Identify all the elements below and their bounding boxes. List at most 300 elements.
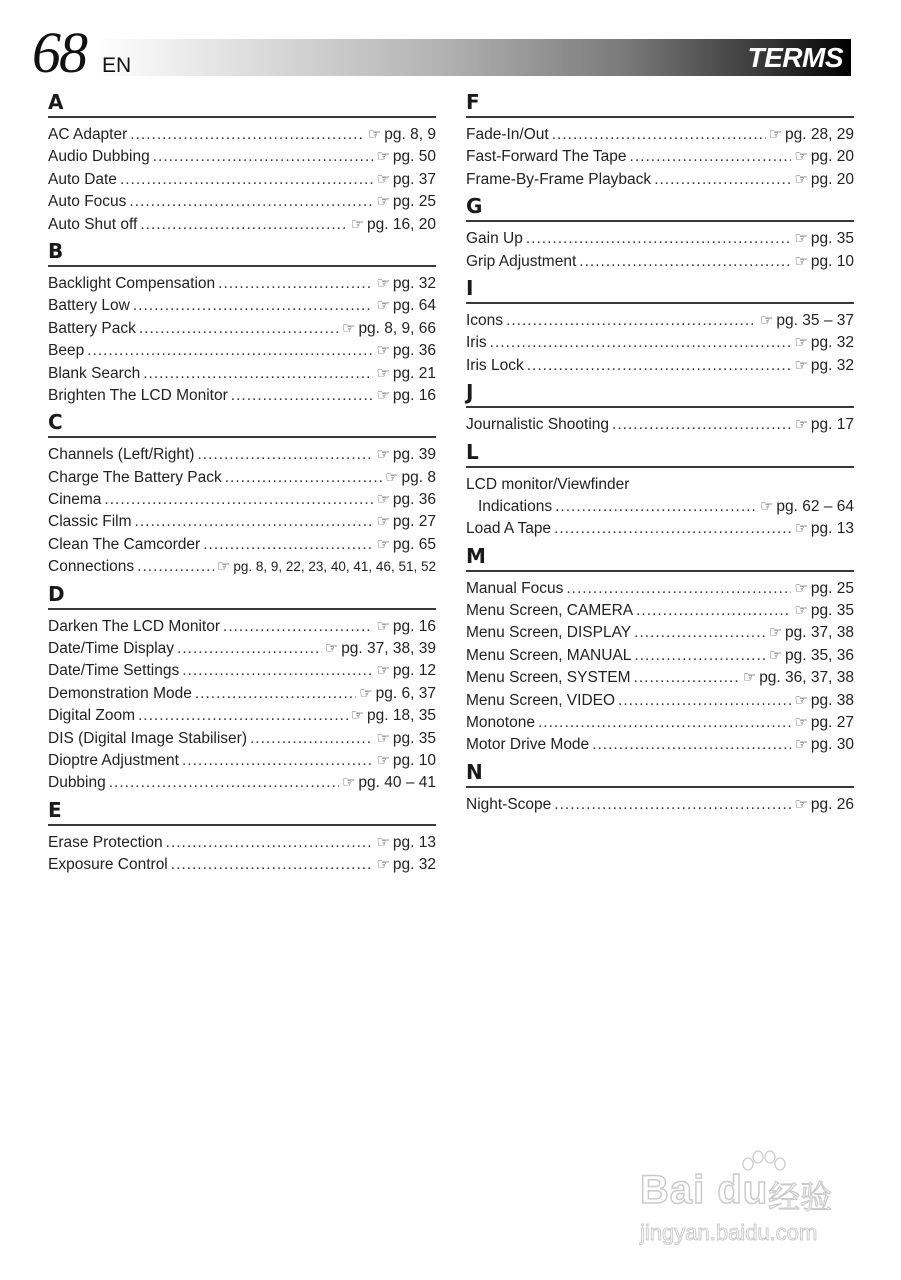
pointing-hand-icon: ☞ [376,148,390,166]
section-letter: E [48,796,436,826]
index-entry [48,660,436,682]
dot-leader [135,511,374,533]
entry-term: Monotone [466,714,535,732]
dot-leader [231,385,374,407]
pointing-hand-icon: ☞ [376,513,390,531]
index-entry [48,750,436,772]
index-entry [48,638,436,660]
index-entry [466,169,854,191]
page-numbers: pg. 39 [392,446,436,464]
page-reference [342,772,436,794]
page-numbers: pg. 17 [810,416,854,434]
page-reference [376,616,436,638]
page-reference [376,273,436,295]
page-reference [760,496,854,518]
page-numbers: pg. 16 [392,617,436,635]
dot-leader [250,728,373,750]
index-entry [466,690,854,712]
page-numbers: pg. 10 [392,751,436,769]
index-entry [466,645,854,667]
page-numbers: pg. 64 [392,297,436,315]
page-numbers: pg. 36 [392,491,436,509]
pointing-hand-icon: ☞ [350,215,365,233]
index-entry [466,518,854,540]
entry-term: Date/Time Settings [48,662,180,680]
index-entry [48,854,436,876]
pointing-hand-icon: ☞ [376,856,390,874]
entry-term: LCD monitor/Viewfinder [466,475,630,493]
dot-leader [579,251,791,273]
page-numbers: pg. 32 [392,274,436,292]
page-numbers: pg. 26 [810,795,854,813]
index-entry [48,728,436,750]
index-entry [48,340,436,362]
dot-leader [223,616,373,638]
pointing-hand-icon: ☞ [376,193,390,211]
index-entry [48,191,436,213]
entry-term: Darken The LCD Monitor [48,617,221,635]
index-entry [48,146,436,168]
dot-leader [490,332,792,354]
page-numbers: pg. 35 [810,230,854,248]
page-reference [760,310,854,332]
index-entry [466,251,854,273]
entry-term: Erase Protection [48,833,163,851]
entry-term: Backlight Compensation [48,274,216,292]
pointing-hand-icon: ☞ [376,446,390,464]
index-entry [48,489,436,511]
entry-term: Icons [466,311,504,329]
index-entry [466,712,854,734]
dot-leader [203,534,373,556]
page-reference [769,645,854,667]
dot-leader [555,496,757,518]
index-entry [48,295,436,317]
page-numbers: pg. 35 [810,602,854,620]
section-letter: L [466,438,854,468]
entry-term: Connections [48,558,135,576]
dot-leader [554,518,791,540]
index-entry [466,496,854,518]
pointing-hand-icon: ☞ [376,662,390,680]
index-entry [48,467,436,489]
dot-leader [630,146,792,168]
index-entry [48,273,436,295]
dot-leader [137,556,214,578]
pointing-hand-icon: ☞ [341,319,356,337]
dot-leader [140,214,347,236]
dot-leader [634,622,765,644]
index-entry [48,556,436,578]
page-reference [794,518,854,540]
index-entry [466,355,854,377]
page-reference [325,638,436,660]
entry-term: Menu Screen, CAMERA [466,602,634,620]
dot-leader [654,169,791,191]
pointing-hand-icon: ☞ [359,684,373,702]
dot-leader [612,414,791,436]
dot-leader [130,124,365,146]
index-entry [466,734,854,756]
page-numbers: pg. 30 [810,736,854,754]
index-entry [466,794,854,816]
entry-term: DIS (Digital Image Stabiliser) [48,729,247,747]
section-letter: A [48,88,436,118]
pointing-hand-icon: ☞ [768,126,783,143]
index-section-l [466,438,854,541]
index-entry [48,683,436,705]
page-numbers: pg. 16 [392,386,436,404]
page-reference [376,385,436,407]
page-reference [376,191,436,213]
page-numbers: pg. 13 [392,833,436,851]
entry-term: Dubbing [48,774,106,792]
page-numbers: pg. 32 [810,334,854,352]
pointing-hand-icon: ☞ [794,736,808,754]
dot-leader [171,854,374,876]
page-numbers: pg. 35 – 37 [776,311,854,329]
pointing-hand-icon: ☞ [794,334,808,352]
section-title: TERMS [747,42,843,73]
page-reference [351,214,436,236]
index-entry [466,414,854,436]
section-letter: D [48,580,436,610]
pointing-hand-icon: ☞ [759,311,774,329]
page-reference [769,622,854,644]
entry-term: Fast-Forward The Tape [466,148,627,166]
page-reference [794,690,854,712]
page-numbers: pg. 50 [392,148,436,166]
entry-term: Classic Film [48,513,132,531]
entry-term: Menu Screen, SYSTEM [466,669,631,687]
page-numbers: pg. 16, 20 [367,215,436,233]
index-section-n [466,758,854,816]
dot-leader [143,363,373,385]
dot-leader [218,273,373,295]
index-entry [466,228,854,250]
pointing-hand-icon: ☞ [794,602,808,620]
pointing-hand-icon: ☞ [376,729,390,747]
pointing-hand-icon: ☞ [759,497,774,515]
page-reference [794,734,854,756]
page-numbers: pg. 8, 9, 66 [358,319,436,337]
page-reference [769,124,854,146]
pointing-hand-icon: ☞ [376,297,390,315]
page-reference [376,340,436,362]
index-section-b [48,237,436,407]
page-reference [794,600,854,622]
index-section-g [466,192,854,273]
dot-leader [592,734,791,756]
entry-term: Auto Shut off [48,215,138,233]
index-entry [48,214,436,236]
pointing-hand-icon: ☞ [794,714,808,732]
entry-term: Battery Pack [48,319,136,337]
pointing-hand-icon: ☞ [794,170,808,188]
dot-leader [139,318,339,340]
pointing-hand-icon: ☞ [794,579,808,597]
page-numbers: pg. 20 [810,148,854,166]
page-numbers: pg. 35 [392,729,436,747]
page-numbers: pg. 37 [392,170,436,188]
page-reference [794,794,854,816]
entry-term: Beep [48,342,85,360]
dot-leader [133,295,374,317]
page-reference [794,146,854,168]
entry-term: Digital Zoom [48,707,135,725]
index-entry [48,169,436,191]
page-reference [217,556,436,578]
entry-term: AC Adapter [48,126,128,143]
entry-term: Iris Lock [466,356,524,374]
entry-term: Frame-By-Frame Playback [466,170,652,188]
page-numbers: pg. 36, 37, 38 [759,669,854,687]
entry-term: Battery Low [48,297,130,315]
index-section-j [466,378,854,436]
dot-leader [527,355,792,377]
entry-term: Motor Drive Mode [466,736,590,754]
pointing-hand-icon: ☞ [794,148,808,166]
pointing-hand-icon: ☞ [768,646,783,664]
index-entry [466,600,854,622]
page-numbers: pg. 27 [392,513,436,531]
pointing-hand-icon: ☞ [794,520,808,538]
pointing-hand-icon: ☞ [324,640,339,658]
pointing-hand-icon: ☞ [376,386,390,404]
dot-leader [104,489,373,511]
page-numbers: pg. 28, 29 [785,126,854,143]
index-entry [48,363,436,385]
entry-term: Cinema [48,491,102,509]
section-letter: I [466,274,854,304]
index-entry [48,832,436,854]
pointing-hand-icon: ☞ [385,468,399,486]
index-section-i [466,274,854,377]
entry-term: Demonstration Mode [48,684,192,702]
index-entry [466,146,854,168]
page-reference [376,295,436,317]
page-reference [376,511,436,533]
entry-term: Manual Focus [466,579,564,597]
index-entry [466,332,854,354]
entry-term: Menu Screen, MANUAL [466,646,632,664]
index-entry [466,124,854,146]
index-entry [48,534,436,556]
dot-leader [87,340,373,362]
section-letter: C [48,408,436,438]
dot-leader [120,169,374,191]
index-section-c [48,408,436,578]
dot-leader [195,683,356,705]
page-numbers: pg. 65 [392,535,436,553]
page-reference [376,750,436,772]
page-reference [376,489,436,511]
dot-leader [634,645,765,667]
pointing-hand-icon: ☞ [376,535,390,553]
dot-leader [554,794,791,816]
dot-leader [538,712,791,734]
pointing-hand-icon: ☞ [376,274,390,292]
page-language: EN [102,54,132,77]
index-section-m [466,542,854,757]
watermark-url: jingyan.baidu.com [640,1220,818,1245]
index-entry [466,622,854,644]
page-numbers: pg. 25 [810,579,854,597]
page-numbers: pg. 12 [392,662,436,680]
entry-term: Blank Search [48,364,141,382]
page-reference [385,467,436,489]
pointing-hand-icon: ☞ [794,230,808,248]
page-numbers: pg. 18, 35 [367,707,436,725]
pointing-hand-icon: ☞ [367,126,382,143]
dot-leader [177,638,322,660]
page-numbers: pg. 27 [810,714,854,732]
dot-leader [566,578,791,600]
section-letter: M [466,542,854,572]
page-numbers: pg. 62 – 64 [776,497,854,515]
page-number: 68 [32,20,86,85]
entry-term: Auto Date [48,170,117,188]
pointing-hand-icon: ☞ [341,774,356,792]
page-numbers: pg. 6, 37 [375,684,436,702]
page-reference [376,728,436,750]
section-letter: J [466,378,854,408]
page-reference [376,363,436,385]
pointing-hand-icon: ☞ [794,252,808,270]
dot-leader [634,667,740,689]
pointing-hand-icon: ☞ [376,833,390,851]
page-reference [376,660,436,682]
entry-term: Audio Dubbing [48,148,150,166]
dot-leader [138,705,348,727]
index-entry [48,511,436,533]
pointing-hand-icon: ☞ [742,669,757,687]
index-entry [48,318,436,340]
page-numbers: pg. 8, 9 [384,126,436,143]
page-numbers: pg. 10 [810,252,854,270]
entry-term: Brighten The LCD Monitor [48,386,228,404]
page-header [0,0,901,90]
index-entry-term-line [466,474,854,496]
page-numbers: pg. 35, 36 [785,646,854,664]
page-reference [794,251,854,273]
watermark-logo: Bai du [640,1168,769,1212]
dot-leader [182,750,373,772]
pointing-hand-icon: ☞ [794,356,808,374]
dot-leader [618,690,791,712]
dot-leader [552,124,766,146]
page-reference [376,534,436,556]
page-reference [794,355,854,377]
entry-term: Dioptre Adjustment [48,751,179,769]
page-reference [376,146,436,168]
page-numbers: pg. 8 [401,468,436,486]
entry-term: Load A Tape [466,520,552,538]
page-reference [376,854,436,876]
page-numbers: pg. 40 – 41 [358,774,436,792]
page-numbers: pg. 38 [810,691,854,709]
pointing-hand-icon: ☞ [794,691,808,709]
index-entry [48,385,436,407]
entry-term: Night-Scope [466,795,552,813]
page-numbers: pg. 21 [392,364,436,382]
page-numbers: pg. 20 [810,170,854,188]
entry-term: Fade-In/Out [466,126,549,143]
page-numbers: pg. 37, 38 [785,624,854,642]
entry-term: Menu Screen, DISPLAY [466,624,632,642]
page-numbers: pg. 36 [392,342,436,360]
entry-term: Journalistic Shooting [466,416,610,434]
page-reference [794,578,854,600]
index-section-f [466,88,854,191]
pointing-hand-icon: ☞ [350,707,365,725]
page-reference [794,228,854,250]
page-reference [351,705,436,727]
page-numbers: pg. 13 [810,520,854,538]
pointing-hand-icon: ☞ [376,751,390,769]
dot-leader [506,310,757,332]
index-entry [466,578,854,600]
index-section-e [48,796,436,877]
entry-term: Charge The Battery Pack [48,468,222,486]
page-reference [794,712,854,734]
index-entry [48,124,436,146]
index-entry [466,667,854,689]
page-reference [794,414,854,436]
watermark-chinese: 经验 [768,1179,833,1215]
pointing-hand-icon: ☞ [768,624,783,642]
page-reference [359,683,436,705]
index-section-a [48,88,436,236]
pointing-hand-icon: ☞ [794,795,808,813]
dot-leader [129,191,373,213]
entry-term: Clean The Camcorder [48,535,201,553]
index-column-right [466,88,854,817]
pointing-hand-icon: ☞ [376,491,390,509]
page-reference [376,832,436,854]
index-entry [48,705,436,727]
section-letter: B [48,237,436,267]
section-letter: F [466,88,854,118]
dot-leader [182,660,373,682]
page-reference [376,169,436,191]
index-entry [466,310,854,332]
watermark [640,1150,870,1250]
dot-leader [153,146,374,168]
index-column-left [48,88,436,878]
page-numbers: pg. 8, 9, 22, 23, 40, 41, 46, 51, 52 [233,559,436,575]
page-numbers: pg. 25 [392,193,436,211]
dot-leader [225,467,382,489]
section-letter: G [466,192,854,222]
page-reference [794,332,854,354]
page-reference [342,318,436,340]
page-numbers: pg. 32 [392,856,436,874]
index-entry [48,772,436,794]
pointing-hand-icon: ☞ [376,364,390,382]
section-letter: N [466,758,854,788]
index-section-d [48,580,436,795]
entry-term: Menu Screen, VIDEO [466,691,616,709]
page-numbers: pg. 37, 38, 39 [341,640,436,658]
entry-term: Exposure Control [48,856,168,874]
dot-leader [197,444,373,466]
entry-term: Grip Adjustment [466,252,577,270]
index-entry [48,444,436,466]
dot-leader [526,228,792,250]
entry-term: Gain Up [466,230,523,248]
page-reference [376,444,436,466]
